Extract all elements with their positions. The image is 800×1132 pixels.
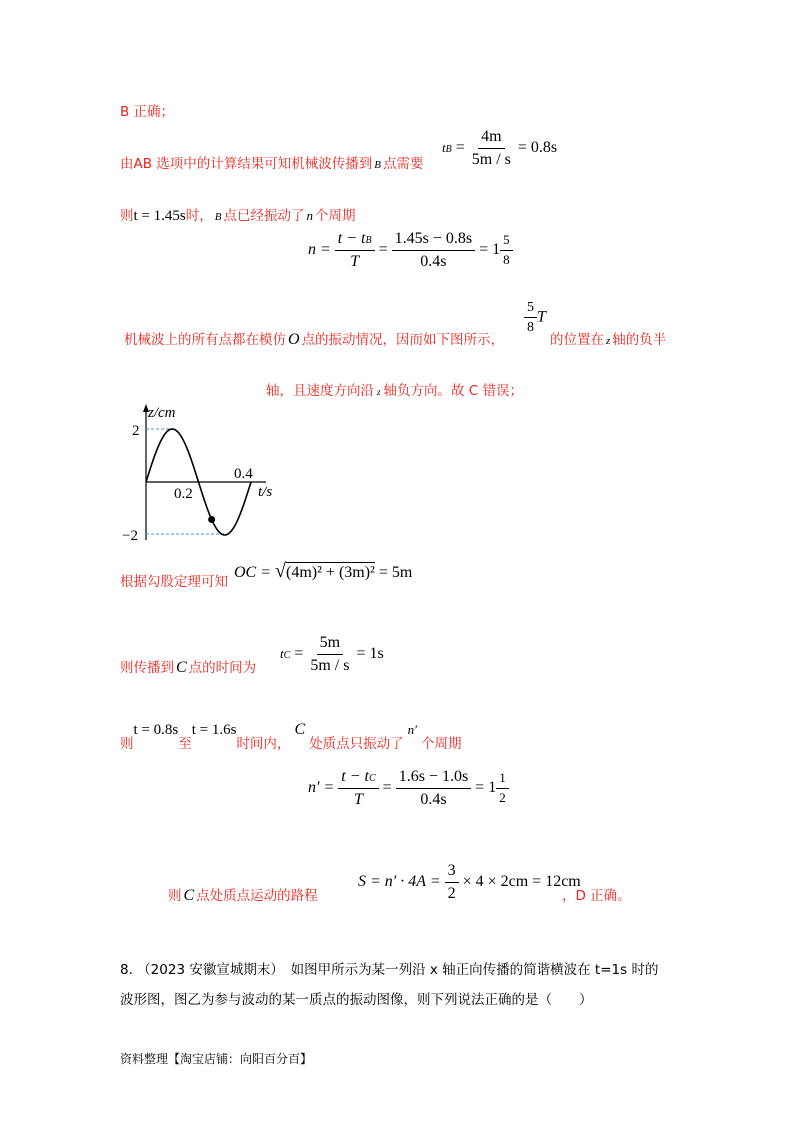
line-ab-text: 由AB 选项中的计算结果可知机械波传播到 B 点需要	[120, 156, 424, 172]
vibration-graph	[118, 400, 298, 550]
line-wave: 机械波上的所有点都在模仿 O 点的振动情况，因而如下图所示，	[124, 331, 505, 348]
line-t145: 则t = 1.45s时， B 点已经振动了 n 个周期	[120, 208, 356, 224]
y-min-label: −2	[122, 528, 138, 544]
line-time-range: 则t = 0.8s至t = 1.6s时间内，C处质点只振动了n′个周期	[120, 721, 462, 752]
line-prop-c: 则传播到 C 点的时间为	[120, 659, 257, 676]
line-axis: 轴，且速度方向沿 z 轴负方向。故 C 错误；	[266, 383, 524, 399]
line-d-correct: ，D 正确。	[562, 888, 631, 904]
formula-tc: tC = $\frac{5m}{5m / s}$ = 1s	[280, 634, 384, 674]
q8-line-1: 8. （2023 安徽宣城期末） 如图甲所示为某一列沿 x 轴正向传播的简谐横波在 t=1s 时的	[120, 962, 659, 978]
formula-n-prime: n′ = $\frac{t - tC}{T}$ = $\frac{1.6s - 1.0s}{0.4s}$ = 1 $\frac{1}{2}$	[308, 768, 509, 808]
y-max-label: 2	[132, 423, 140, 439]
line-wave-2: 的位置在 z 轴的负半	[550, 332, 667, 348]
formula-tb: tB = $\frac{4m}{5m / s}$ = 0.8s	[442, 128, 558, 168]
formula-oc: OC = √(4m)² + (3m)² = 5m	[234, 560, 413, 582]
x-tick-label-1: 0.2	[174, 486, 193, 502]
formula-s: S = n′ · 4A = $\frac{3}{2}$ × 4 × 2cm = 12cm	[358, 862, 581, 902]
marked-point	[208, 516, 215, 523]
x-tick-label-2: 0.4	[234, 466, 253, 482]
y-axis-label: z/cm	[148, 405, 176, 421]
x-axis-label: t/s	[258, 484, 273, 500]
line-pythag: 根据勾股定理可知	[120, 574, 228, 590]
line-path: 则 C 点处质点运动的路程	[168, 887, 318, 904]
formula-n: n = $\frac{t - tB}{T}$ = $\frac{1.45s - 0.8s}{0.4s}$ = 1 $\frac{5}{8}$	[308, 230, 513, 270]
q8-line-2: 波形图，图乙为参与波动的某一质点的振动图像，则下列说法正确的是（ ）	[120, 992, 593, 1008]
formula-five-eighths-t: $\frac{5}{8}$ T	[524, 300, 546, 336]
line-b-correct: B 正确；	[120, 104, 175, 120]
footer: 资料整理【淘宝店铺：向阳百分百】	[120, 1052, 313, 1066]
